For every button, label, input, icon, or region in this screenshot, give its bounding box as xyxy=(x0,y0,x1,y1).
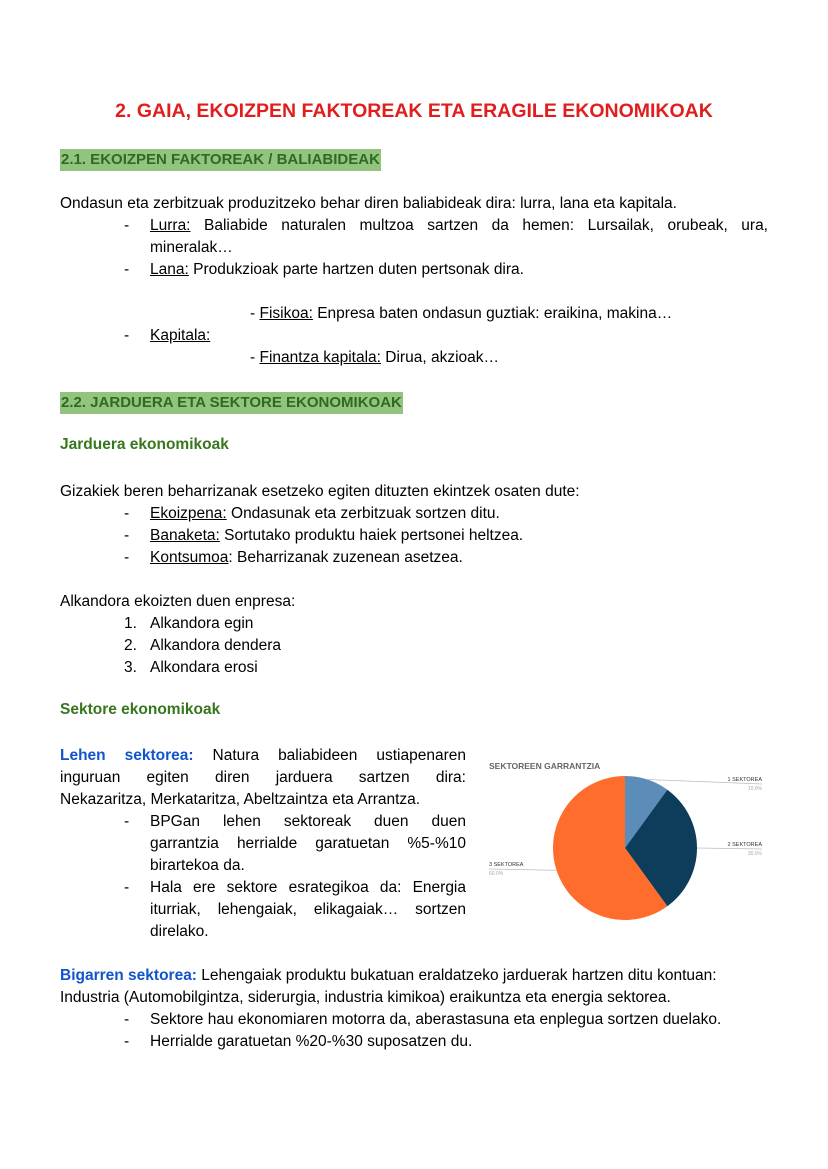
list-number: 2. xyxy=(124,637,137,654)
jarduera-heading: Jarduera ekonomikoak xyxy=(60,436,229,453)
sub-dash: - xyxy=(250,349,256,366)
lurra-term: Lurra: xyxy=(150,217,191,234)
pie-label-name: 2 SEKTOREA xyxy=(727,842,762,848)
lana-text: Produkzioak parte hartzen duten pertsonak dira. xyxy=(188,261,524,278)
kapitala-term: Kapitala: xyxy=(150,327,211,344)
list-number: 1. xyxy=(124,615,137,632)
pie-label-name: 3 SEKTOREA xyxy=(489,862,524,868)
fisikoa-term: Fisikoa: xyxy=(259,305,313,322)
pie-chart-svg xyxy=(480,750,770,935)
bigarren-line-1 xyxy=(60,965,717,987)
lehen-bullet-2-line-1: Hala ere sektore esrategikoa da: Energia xyxy=(150,879,466,896)
lehen-line-1 xyxy=(60,745,466,767)
bigarren-line-2: Industria (Automobilgintza, siderurgia, industria kimikoa) eraikuntza eta energia sektorea. xyxy=(60,989,671,1006)
lehen-bullet-2-line-3: direlako. xyxy=(150,923,209,940)
lana-line xyxy=(150,259,524,281)
bullet-dash: - xyxy=(124,813,130,830)
finantza-line xyxy=(250,347,499,369)
pie-label-value: 30.0% xyxy=(747,851,762,857)
lehen-term: Lehen sektorea: xyxy=(60,747,194,764)
s21-intro: Ondasun eta zerbitzuak produzitzeko behar diren baliabideak dira: lurra, lana eta kapitala. xyxy=(60,195,677,212)
section-heading-2-1: 2.1. EKOIZPEN FAKTOREAK / BALIABIDEAK xyxy=(60,149,381,171)
kontsumoa-text: : Beharrizanak zuzenean asetzea. xyxy=(228,549,463,566)
ekoizpena-line xyxy=(150,503,500,525)
sub-dash: - xyxy=(250,305,256,322)
lehen-bullet-1-line-3: birartekoa da. xyxy=(150,857,245,874)
lehen-bullet-2-line-2: iturriak, lehengaiak, elikagaiak… sortzen xyxy=(150,901,466,918)
lurra-line-2: mineralak… xyxy=(150,239,233,256)
fisikoa-line xyxy=(250,303,672,325)
banaketa-text: Sortutako produktu haiek pertsonei heltzea. xyxy=(219,527,524,544)
list-item: Alkandora egin xyxy=(150,615,254,632)
list-number: 3. xyxy=(124,659,137,676)
bullet-dash: - xyxy=(124,1011,130,1028)
bullet-dash: - xyxy=(124,879,130,896)
bullet-dash: - xyxy=(124,505,130,522)
bigarren-bullet-2: Herrialde garatuetan %20-%30 suposatzen du. xyxy=(150,1033,473,1050)
bigarren-text-1: Lehengaiak produktu bukatuan eraldatzeko jarduerak hartzen ditu kontuan: xyxy=(196,967,717,984)
bullet-dash: - xyxy=(124,549,130,566)
sector-pie-chart xyxy=(480,750,770,935)
lehen-bullet-1-line-2: garrantzia herrialde garatuetan %5-%10 xyxy=(150,835,466,852)
bullet-dash: - xyxy=(124,527,130,544)
alkandora-intro: Alkandora ekoizten duen enpresa: xyxy=(60,593,296,610)
lehen-text-1: Natura baliabideen ustiapenaren xyxy=(193,747,466,764)
pie-label-name: 1 SEKTOREA xyxy=(727,777,762,783)
lehen-bullet-1-line-1: BPGan lehen sektoreak duen duen xyxy=(150,813,466,830)
section-heading-2-2: 2.2. JARDUERA ETA SEKTORE EKONOMIKOAK xyxy=(60,392,403,414)
pie-leader-line xyxy=(697,848,762,849)
fisikoa-text: Enpresa baten ondasun guztiak: eraikina, makina… xyxy=(312,305,673,322)
jarduera-intro: Gizakiek beren beharrizanak esetzeko egiten dituzten ekintzek osaten dute: xyxy=(60,483,580,500)
lurra-text-1: Baliabide naturalen multzoa sartzen da hemen: Lursailak, orubeak, ura, xyxy=(190,217,768,234)
pie-label-value: 60.0% xyxy=(489,871,504,877)
lehen-line-3: Nekazaritza, Merkataritza, Abeltzaintza eta Arrantza. xyxy=(60,791,421,808)
pie-label-value: 10.0% xyxy=(747,786,762,792)
kontsumoa-term: Kontsumoa xyxy=(150,549,229,566)
kontsumoa-line xyxy=(150,547,463,569)
list-item: Alkondara erosi xyxy=(150,659,258,676)
bigarren-term: Bigarren sektorea: xyxy=(60,967,197,984)
bullet-dash: - xyxy=(124,217,130,234)
bigarren-bullet-1: Sektore hau ekonomiaren motorra da, aberastasuna eta enplegua sortzen duelako. xyxy=(150,1011,722,1028)
bullet-dash: - xyxy=(124,327,130,344)
ekoizpena-term: Ekoizpena: xyxy=(150,505,227,522)
banaketa-line xyxy=(150,525,523,547)
sektore-heading: Sektore ekonomikoak xyxy=(60,701,221,718)
lehen-line-2: inguruan egiten diren jarduera sartzen dira: xyxy=(60,769,466,786)
bullet-dash: - xyxy=(124,1033,130,1050)
lurra-line-1 xyxy=(150,215,768,237)
bullet-dash: - xyxy=(124,261,130,278)
ekoizpena-text: Ondasunak eta zerbitzuak sortzen ditu. xyxy=(226,505,500,522)
list-item: Alkandora dendera xyxy=(150,637,281,654)
lana-term: Lana: xyxy=(150,261,189,278)
finantza-term: Finantza kapitala: xyxy=(259,349,381,366)
finantza-text: Dirua, akzioak… xyxy=(380,349,499,366)
chart-title: SEKTOREEN GARRANTZIA xyxy=(489,761,601,771)
page-title: 2. GAIA, EKOIZPEN FAKTOREAK ETA ERAGILE EKONOMIKOAK xyxy=(115,100,713,122)
banaketa-term: Banaketa: xyxy=(150,527,220,544)
